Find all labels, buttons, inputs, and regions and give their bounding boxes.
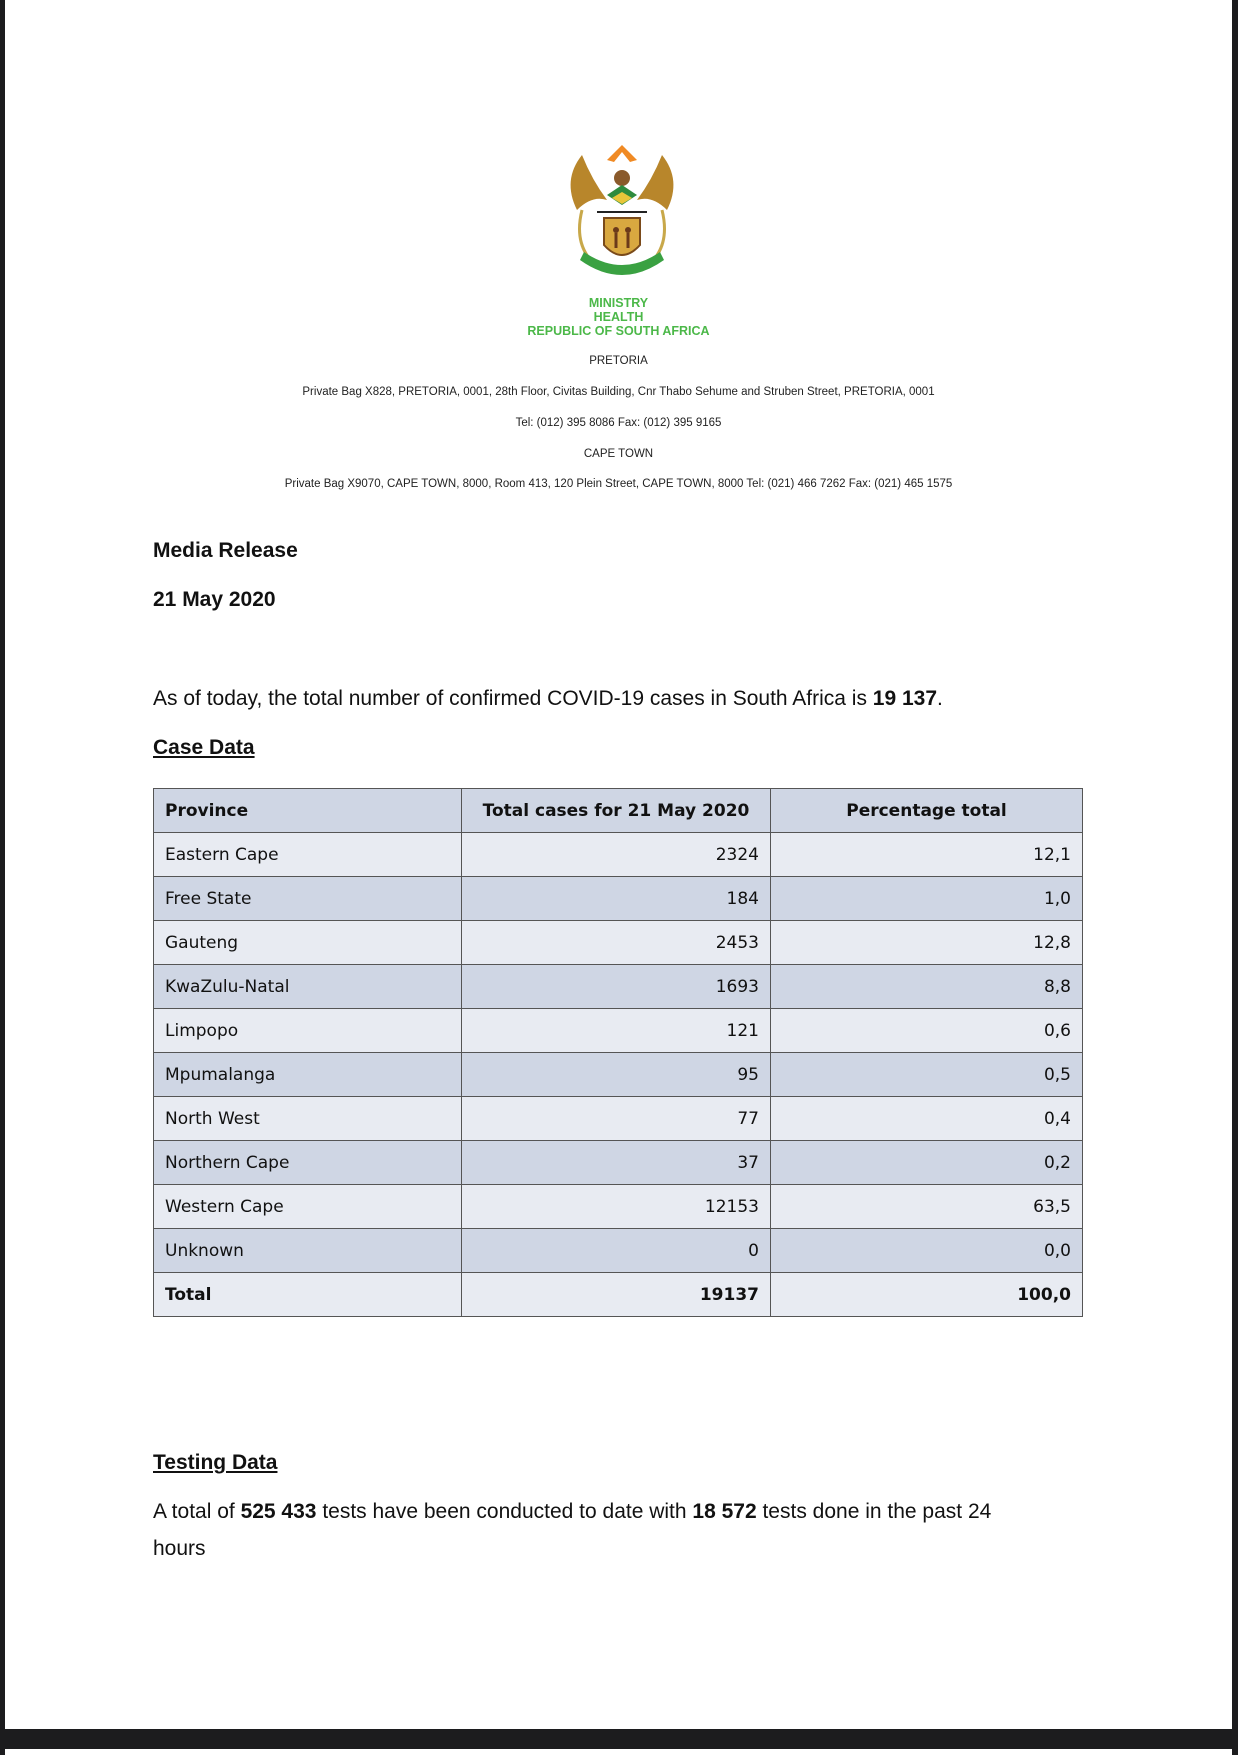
cases-cell: 95 (462, 1053, 771, 1097)
release-date: 21 May 2020 (153, 588, 276, 611)
document-page (5, 0, 1232, 1729)
total-label-cell: Total (154, 1273, 462, 1317)
case-data-table (153, 788, 1083, 1317)
table-row (154, 1097, 1083, 1141)
pretoria-city: PRETORIA (589, 355, 648, 367)
percentage-cell: 0,5 (771, 1053, 1083, 1097)
province-cell: Mpumalanga (154, 1053, 462, 1097)
release-type: Media Release (153, 539, 298, 562)
cases-cell: 0 (462, 1229, 771, 1273)
percentage-cell: 63,5 (771, 1185, 1083, 1229)
pretoria-address: Private Bag X828, PRETORIA, 0001, 28th Floor, Civitas Building, Cnr Thabo Sehume and Struben Street, PRETORIA, 0001 (302, 386, 935, 398)
table-row (154, 921, 1083, 965)
province-cell: North West (154, 1097, 462, 1141)
province-cell: Eastern Cape (154, 833, 462, 877)
table-header-row (154, 789, 1083, 833)
cape-town-city: CAPE TOWN (583, 448, 654, 460)
ministry-line-2: HEALTH (593, 310, 644, 324)
recent-tests-value: 18 572 (692, 1500, 757, 1523)
table-row (154, 833, 1083, 877)
province-cell: Gauteng (154, 921, 462, 965)
province-cell: Northern Cape (154, 1141, 462, 1185)
table-row (154, 1141, 1083, 1185)
total-percentage-cell: 100,0 (771, 1273, 1083, 1317)
cases-cell: 12153 (462, 1185, 771, 1229)
table-row (154, 877, 1083, 921)
cases-cell: 77 (462, 1097, 771, 1141)
province-cell: Western Cape (154, 1185, 462, 1229)
total-cases-cell: 19137 (462, 1273, 771, 1317)
testing-text: tests done in the past 24 (756, 1500, 992, 1523)
intro-total: 19 137 (872, 687, 938, 710)
table-row (154, 1009, 1083, 1053)
intro-text: As of today, the total number of confirmed COVID-19 cases in South Africa is (153, 687, 873, 710)
column-header-percentage: Percentage total (771, 789, 1083, 833)
column-header-cases: Total cases for 21 May 2020 (462, 789, 771, 833)
intro-suffix: . (937, 687, 943, 710)
cape-town-address: Private Bag X9070, CAPE TOWN, 8000, Room 413, 120 Plein Street, CAPE TOWN, 8000 Tel: (021) 466 7262 Fax: (021) 465 1575 (284, 478, 953, 490)
ministry-line-1: MINISTRY (588, 296, 649, 310)
intro-paragraph (153, 687, 943, 711)
cases-cell: 121 (462, 1009, 771, 1053)
testing-paragraph-continued: hours (153, 1537, 206, 1560)
table-row (154, 1229, 1083, 1273)
percentage-cell: 1,0 (771, 877, 1083, 921)
ministry-line-3: REPUBLIC OF SOUTH AFRICA (527, 324, 710, 338)
cases-cell: 1693 (462, 965, 771, 1009)
province-cell: KwaZulu-Natal (154, 965, 462, 1009)
table-row (154, 1053, 1083, 1097)
coat-of-arms-icon (562, 140, 682, 290)
province-cell: Limpopo (154, 1009, 462, 1053)
cases-cell: 37 (462, 1141, 771, 1185)
cases-cell: 2324 (462, 833, 771, 877)
percentage-cell: 12,1 (771, 833, 1083, 877)
table-row (154, 965, 1083, 1009)
testing-text: tests have been conducted to date with (316, 1500, 693, 1523)
percentage-cell: 0,6 (771, 1009, 1083, 1053)
province-cell: Free State (154, 877, 462, 921)
column-header-province: Province (154, 789, 462, 833)
case-data-heading: Case Data (153, 736, 255, 759)
cases-cell: 2453 (462, 921, 771, 965)
cases-cell: 184 (462, 877, 771, 921)
percentage-cell: 0,2 (771, 1141, 1083, 1185)
table-row (154, 1185, 1083, 1229)
pretoria-contact: Tel: (012) 395 8086 Fax: (012) 395 9165 (515, 417, 722, 429)
province-cell: Unknown (154, 1229, 462, 1273)
percentage-cell: 0,0 (771, 1229, 1083, 1273)
percentage-cell: 0,4 (771, 1097, 1083, 1141)
testing-data-heading: Testing Data (153, 1451, 278, 1474)
testing-text: A total of (153, 1500, 241, 1523)
testing-paragraph (153, 1500, 1087, 1524)
next-page-edge (5, 1749, 1232, 1755)
percentage-cell: 12,8 (771, 921, 1083, 965)
table-total-row (154, 1273, 1083, 1317)
percentage-cell: 8,8 (771, 965, 1083, 1009)
total-tests-value: 525 433 (240, 1500, 317, 1523)
